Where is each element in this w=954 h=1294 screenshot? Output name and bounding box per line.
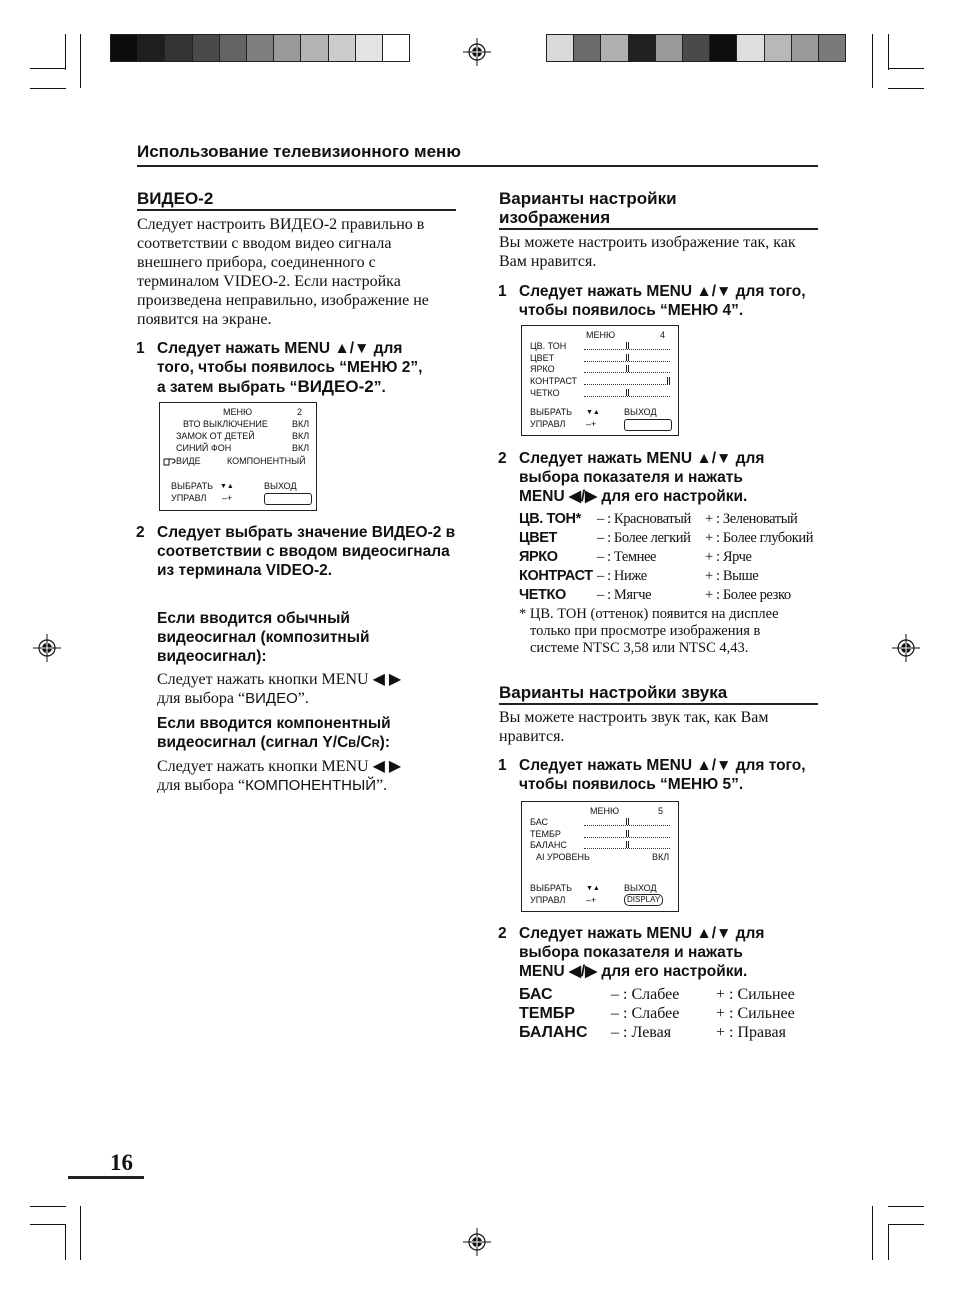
level-indicator [626,354,627,361]
step-number: 1 [498,283,507,300]
menu-row-value: ВКЛ [292,431,310,441]
tone-swatch [247,35,274,61]
step-text: Следует нажать MENU ▲/▼ для того, чтобы появилось “МЕНЮ 5”. [519,757,806,793]
level-indicator [626,342,627,349]
picture-options-rule [499,228,818,230]
picture-step1 [498,282,819,320]
page-number: 16 [110,1150,133,1175]
adjustment-plus: + : Более резко [705,587,791,603]
picture-options-title: Варианты настройки изображения [499,189,677,227]
component-instruction: Следует нажать кнопки MENU ◀ ▶ для выбора “КОМПОНЕНТНЫЙ”. [157,758,402,794]
menu-row-label: БАС [530,817,549,827]
picture-options-intro: Вы можете настроить изображение так, как Вам нравится. [499,234,796,270]
menu-row-label: ТЕМБР [530,828,561,839]
menu-row-label: БАЛАНС [530,840,567,851]
adjustment-plus: + : Более глубокий [705,530,814,546]
menu-row-label: ВТО ВЫКЛЮЧЕНИЕ [183,419,268,429]
adjustment-row [519,1023,816,1042]
menu-exit-label: ВЫХОД [264,481,297,491]
menu-row-label: ЦВЕТ [530,352,555,363]
menu-header: МЕНЮ [590,806,620,816]
tone-swatch [574,35,601,61]
tone-swatch [601,35,628,61]
menu-row-value: КОМПОНЕНТНЫЙ [227,456,306,466]
menu-row-label: ЦВ. ТОН [530,341,567,351]
adjustment-label: КОНТРАСТ [519,568,593,584]
step-text: того, чтобы появилось “МЕНЮ 2”, [157,359,423,376]
menu-select-arrows: ▼▲ [220,483,234,490]
tone-swatch [138,35,165,61]
menu-row-label: СИНИЙ ФОН [176,443,232,453]
tone-swatch [547,35,574,61]
menu-exit-label: ВЫХОД [624,407,657,417]
level-meter [584,389,670,397]
display-button-label: DISPLAY [624,894,663,906]
adjustment-label: ТЕМБР [519,1005,575,1022]
pointing-hand-icon [163,455,176,466]
composite-instruction: Следует нажать кнопки MENU ◀ ▶ для выбора “ВИДЕО”. [157,671,402,707]
adjustment-plus: + : Сильнее [716,986,795,1003]
level-meter [584,377,670,385]
menu-select-label: ВЫБРАТЬ [530,407,572,417]
video2-rule [137,209,456,211]
step-text: Следует нажать MENU ▲/▼ для [519,925,765,942]
menu-control-label: УПРАВЛ [530,419,566,429]
level-indicator [626,830,627,837]
level-indicator [626,365,627,372]
menu-number: 2 [297,407,303,417]
level-indicator [667,377,668,384]
registration-target-icon [463,1228,491,1256]
tone-swatch [356,35,383,61]
adjustment-label: ЧЕТКО [519,587,566,603]
menu-row-label: ЧЕТКО [530,387,560,398]
tone-swatch [819,35,845,61]
step-number: 1 [498,757,507,774]
adjustment-minus: – : Слабее [611,986,680,1003]
menu-control-arrow: –+ [586,419,597,429]
step-text: Следует выбрать значение ВИДЕО-2 в соответствии с вводом видеосигнала из терминала VIDEO-2. [157,524,456,579]
step-text: выбора показателя и нажать [519,469,743,486]
adjustment-minus: – : Левая [611,1024,672,1041]
level-meter [584,818,670,826]
video2-intro: Следует настроить ВИДЕО-2 правильно в соответствии с вводом видео сигнала внешнего прибора, соединенного с терминалом VIDEO-2. Если настройка произведена неправильно, изображение не появится на экране. [137,216,429,328]
step-text: MENU ◀/▶ для его настройки. [519,488,748,505]
menu-control-arrow: –+ [222,493,233,503]
menu-select-arrows: ▼▲ [586,409,600,416]
level-meter [584,841,670,849]
adjustment-plus: + : Правая [716,1024,786,1041]
adjustment-label: ЦВЕТ [519,530,557,546]
menu-select-label: ВЫБРАТЬ [171,481,213,491]
tone-swatch [710,35,737,61]
adjustment-row [519,548,817,567]
tone-swatch [765,35,792,61]
menu-row-value: ВКЛ [652,852,670,862]
gray-scale-bar [110,34,410,62]
tone-swatch [629,35,656,61]
tone-swatch [737,35,764,61]
menu-exit-label: ВЫХОД [624,883,657,893]
menu-select-arrows: ▼▲ [586,885,600,892]
menu-control-label: УПРАВЛ [171,493,207,503]
registration-target-icon [33,634,61,662]
adjustment-row [519,1004,816,1023]
composite-heading: Если вводится обычный видеосигнал (композитный видеосигнал): [157,610,370,665]
level-indicator [626,841,627,848]
tone-swatch [165,35,192,61]
tone-swatch [274,35,301,61]
registration-target-icon [463,38,491,66]
component-heading: Если вводится компонентный видеосигнал (сигнал Y/CB/CR): [157,715,391,751]
level-indicator [626,818,627,825]
menu-row-label: ВИДЕ [176,456,201,466]
adjustment-row [519,586,817,605]
menu-header: МЕНЮ [586,330,616,340]
menu-exit-box [264,493,312,505]
step-number: 2 [498,925,507,942]
adjustment-plus: + : Зеленоватый [705,511,798,527]
tone-swatch [193,35,220,61]
menu4-screen [521,325,679,436]
video2-title: ВИДЕО-2 [137,189,214,208]
adjustment-row [519,510,817,529]
step-number: 1 [136,340,145,357]
adjustment-minus: – : Мягче [597,587,652,603]
video2-step2 [136,523,462,580]
step-number: 2 [136,524,145,541]
adjustment-plus: + : Сильнее [716,1005,795,1022]
sound-step2 [498,924,819,981]
level-meter [584,354,670,362]
tone-scale-bar [546,34,846,62]
menu-number: 4 [660,330,666,340]
level-meter [584,830,670,838]
picture-step2 [498,449,819,506]
adjustment-label: ЯРКО [519,549,558,565]
tone-swatch [383,35,409,61]
menu-row-label: ЯРКО [530,364,555,375]
adjustment-minus: – : Темнее [597,549,657,565]
menu-header: МЕНЮ [223,407,253,417]
adjustment-minus: – : Красноватый [597,511,691,527]
adjustment-label: ЦВ. ТОН* [519,511,581,527]
menu-row-value: ВКЛ [292,419,310,429]
adjustment-label: БАС [519,986,553,1003]
menu-row-label: AI УРОВЕНЬ [536,852,590,862]
video2-step1 [136,339,457,397]
step-text: Следует нажать MENU ▲/▼ для [519,450,765,467]
sound-step1 [498,756,819,794]
adjustment-label: БАЛАНС [519,1024,588,1041]
step-text: а затем выбрать “ВИДЕО-2”. [157,377,386,396]
tone-swatch [301,35,328,61]
tone-swatch [683,35,710,61]
step-text: Следует нажать MENU ▲/▼ для того, чтобы появилось “МЕНЮ 4”. [519,283,806,319]
sound-options-title: Варианты настройки звука [499,683,728,702]
adjustment-minus: – : Ниже [597,568,647,584]
tone-swatch [220,35,247,61]
tone-swatch [329,35,356,61]
adjustment-row [519,567,817,586]
adjustment-row [519,985,816,1004]
adjustment-row [519,529,817,548]
sound-adjustments-table [519,985,816,1042]
menu-number: 5 [658,806,664,816]
step-number: 2 [498,450,507,467]
adjustment-minus: – : Более легкий [597,530,691,546]
menu-row-value: ВКЛ [292,443,310,453]
level-meter [584,342,670,350]
tone-swatch [656,35,683,61]
level-indicator [626,389,627,396]
header-rule [137,165,818,167]
menu-select-label: ВЫБРАТЬ [530,883,572,893]
adjustment-plus: + : Ярче [705,549,752,565]
tone-swatch [111,35,138,61]
picture-adjustments-table [519,510,817,605]
picture-note: * ЦВ. ТОН (оттенок) появится на дисплее только при просмотре изображения в системе NTSC 3,58 или NTSC 4,43. [519,606,779,656]
page-number-rule [68,1176,144,1179]
step-text: MENU ◀/▶ для его настройки. [519,963,748,980]
menu-control-arrow: –+ [586,895,597,905]
sound-options-rule [499,703,818,705]
menu-control-label: УПРАВЛ [530,895,566,905]
menu-exit-box [624,419,672,431]
menu5-screen [521,801,679,912]
registration-target-icon [892,634,920,662]
menu-row-label: ЗАМОК ОТ ДЕТЕЙ [176,431,255,441]
adjustment-minus: – : Слабее [611,1005,680,1022]
adjustment-plus: + : Выше [705,568,759,584]
page-header-title: Использование телевизионного меню [137,142,461,161]
tone-swatch [792,35,819,61]
step-text: Следует нажать MENU ▲/▼ для [157,340,403,357]
sound-options-intro: Вы можете настроить звук так, как Вам нравится. [499,709,769,745]
level-meter [584,365,670,373]
step-text: выбора показателя и нажать [519,944,743,961]
menu-row-label: КОНТРАСТ [530,376,578,387]
menu2-screen [159,402,317,511]
